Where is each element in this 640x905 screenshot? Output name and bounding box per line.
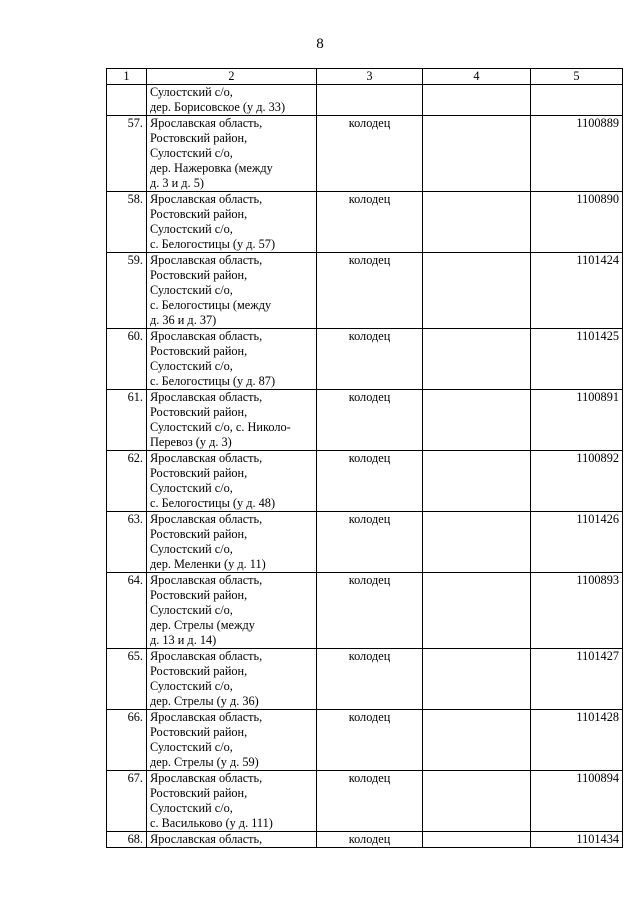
table-row (107, 85, 623, 116)
row-number: 57. (107, 116, 147, 192)
row-number (107, 85, 147, 116)
row-code: 1100890 (531, 192, 623, 253)
row-number: 58. (107, 192, 147, 253)
row-number: 67. (107, 771, 147, 832)
table-row (107, 512, 623, 573)
table-row (107, 451, 623, 512)
row-code: 1101434 (531, 832, 623, 848)
row-code: 1100892 (531, 451, 623, 512)
row-code (531, 85, 623, 116)
row-object-type: колодец (317, 710, 423, 771)
table-row (107, 573, 623, 649)
row-object-type: колодец (317, 512, 423, 573)
header-col-5: 5 (531, 69, 623, 85)
header-row (107, 69, 623, 85)
table-row (107, 832, 623, 848)
row-object-type: колодец (317, 832, 423, 848)
row-code: 1101428 (531, 710, 623, 771)
row-object-type: колодец (317, 329, 423, 390)
row-object-type: колодец (317, 771, 423, 832)
row-col-4 (423, 253, 531, 329)
row-number: 65. (107, 649, 147, 710)
row-object-type: колодец (317, 649, 423, 710)
row-col-4 (423, 390, 531, 451)
table-row (107, 710, 623, 771)
header-col-1: 1 (107, 69, 147, 85)
row-col-4 (423, 116, 531, 192)
row-address: Ярославская область, Ростовский район, Сулостский с/о, с. Белогостицы (у д. 57) (147, 192, 317, 253)
row-address: Ярославская область, Ростовский район, Сулостский с/о, с. Белогостицы (у д. 48) (147, 451, 317, 512)
row-object-type: колодец (317, 192, 423, 253)
row-address: Ярославская область, Ростовский район, Сулостский с/о, дер. Стрелы (у д. 59) (147, 710, 317, 771)
table-row (107, 329, 623, 390)
table-row (107, 649, 623, 710)
row-object-type: колодец (317, 451, 423, 512)
table-row (107, 192, 623, 253)
header-col-3: 3 (317, 69, 423, 85)
row-code: 1101425 (531, 329, 623, 390)
header-col-4: 4 (423, 69, 531, 85)
row-address: Ярославская область, Ростовский район, Сулостский с/о, с. Белогостицы (у д. 87) (147, 329, 317, 390)
row-address: Ярославская область, Ростовский район, Сулостский с/о, с. Николо- Перевоз (у д. 3) (147, 390, 317, 451)
row-object-type: колодец (317, 390, 423, 451)
table-row (107, 253, 623, 329)
row-col-4 (423, 512, 531, 573)
row-object-type: колодец (317, 253, 423, 329)
row-number: 61. (107, 390, 147, 451)
table-row (107, 390, 623, 451)
row-code: 1100889 (531, 116, 623, 192)
row-code: 1101427 (531, 649, 623, 710)
page-number: 8 (316, 36, 324, 52)
registry-table (106, 68, 623, 848)
row-address: Ярославская область, Ростовский район, Сулостский с/о, дер. Меленки (у д. 11) (147, 512, 317, 573)
row-object-type (317, 85, 423, 116)
row-number: 66. (107, 710, 147, 771)
row-number: 62. (107, 451, 147, 512)
row-number: 59. (107, 253, 147, 329)
row-code: 1100893 (531, 573, 623, 649)
row-object-type: колодец (317, 573, 423, 649)
table-row (107, 771, 623, 832)
row-address: Сулостский с/о, дер. Борисовское (у д. 33) (147, 85, 317, 116)
table-header (107, 69, 623, 85)
row-address: Ярославская область, Ростовский район, Сулостский с/о, дер. Стрелы (у д. 36) (147, 649, 317, 710)
row-col-4 (423, 451, 531, 512)
row-address: Ярославская область, Ростовский район, Сулостский с/о, дер. Нажеровка (между д. 3 и д. 5) (147, 116, 317, 192)
table-row (107, 116, 623, 192)
row-col-4 (423, 710, 531, 771)
row-col-4 (423, 573, 531, 649)
row-number: 64. (107, 573, 147, 649)
row-code: 1101424 (531, 253, 623, 329)
row-number: 68. (107, 832, 147, 848)
row-address: Ярославская область, Ростовский район, Сулостский с/о, с. Белогостицы (между д. 36 и д. 37) (147, 253, 317, 329)
row-address: Ярославская область, (147, 832, 317, 848)
row-code: 1101426 (531, 512, 623, 573)
header-col-2: 2 (147, 69, 317, 85)
row-code: 1100894 (531, 771, 623, 832)
row-code: 1100891 (531, 390, 623, 451)
row-object-type: колодец (317, 116, 423, 192)
table-body (107, 85, 623, 848)
row-number: 63. (107, 512, 147, 573)
row-col-4 (423, 649, 531, 710)
row-col-4 (423, 85, 531, 116)
row-col-4 (423, 832, 531, 848)
row-address: Ярославская область, Ростовский район, Сулостский с/о, с. Васильково (у д. 111) (147, 771, 317, 832)
row-address: Ярославская область, Ростовский район, Сулостский с/о, дер. Стрелы (между д. 13 и д. 14) (147, 573, 317, 649)
row-col-4 (423, 192, 531, 253)
row-number: 60. (107, 329, 147, 390)
row-col-4 (423, 329, 531, 390)
row-col-4 (423, 771, 531, 832)
